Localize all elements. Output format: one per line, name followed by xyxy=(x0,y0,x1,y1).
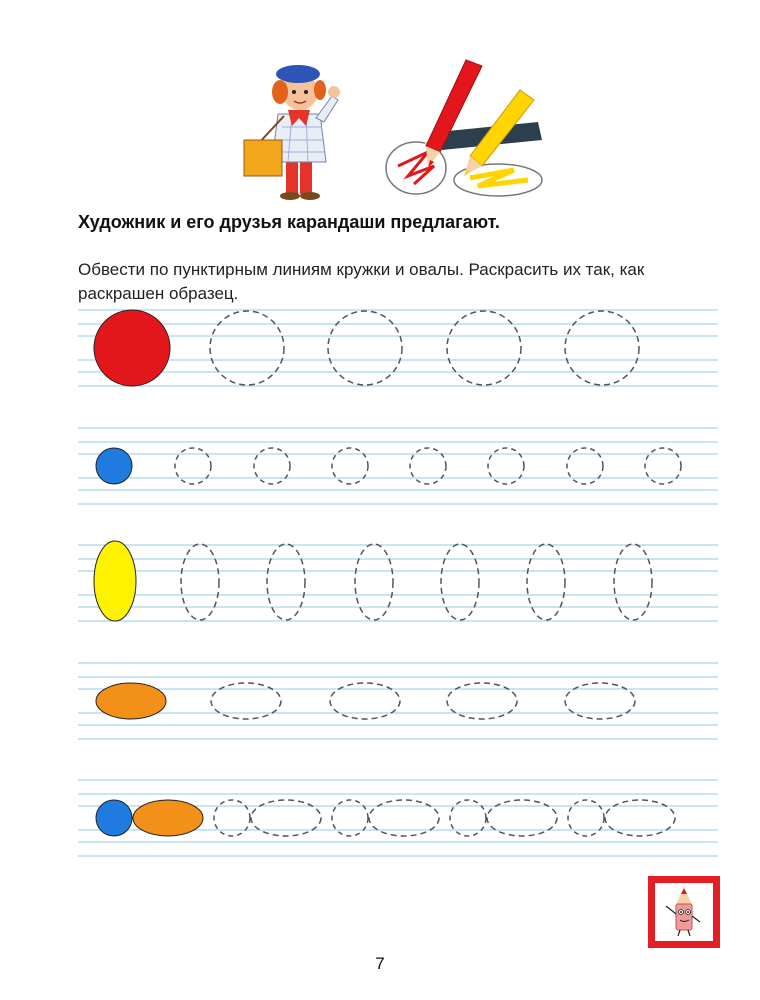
dashed-oval-trace[interactable] xyxy=(267,544,305,620)
pencil-mascot-icon xyxy=(648,876,720,948)
sample-orange-oval xyxy=(96,683,166,719)
red-circles-row xyxy=(94,310,639,386)
dashed-oval-trace[interactable] xyxy=(181,544,219,620)
dashed-oval-trace[interactable] xyxy=(527,544,565,620)
dashed-oval-trace[interactable] xyxy=(441,544,479,620)
dashed-circle-trace[interactable] xyxy=(328,311,402,385)
dashed-circle-trace[interactable] xyxy=(447,311,521,385)
sample-orange-oval xyxy=(133,800,203,836)
dashed-oval-trace[interactable] xyxy=(355,544,393,620)
sample-yellow-oval xyxy=(94,541,136,621)
ruled-lines xyxy=(78,310,718,856)
instruction-text: Обвести по пунктирным линиям кружки и овалы. Раскрасить их так, как раскрашен образец. xyxy=(78,260,645,303)
sample-blue-circle xyxy=(96,800,132,836)
dashed-oval-trace[interactable] xyxy=(614,544,652,620)
page-number: 7 xyxy=(375,954,385,973)
page-heading: Художник и его друзья карандаши предлагают. xyxy=(78,212,500,232)
dashed-circle-trace[interactable] xyxy=(565,311,639,385)
sample-blue-circle xyxy=(96,448,132,484)
sample-red-circle xyxy=(94,310,170,386)
yellow-ovals-row xyxy=(94,541,652,621)
dashed-circle-trace[interactable] xyxy=(210,311,284,385)
